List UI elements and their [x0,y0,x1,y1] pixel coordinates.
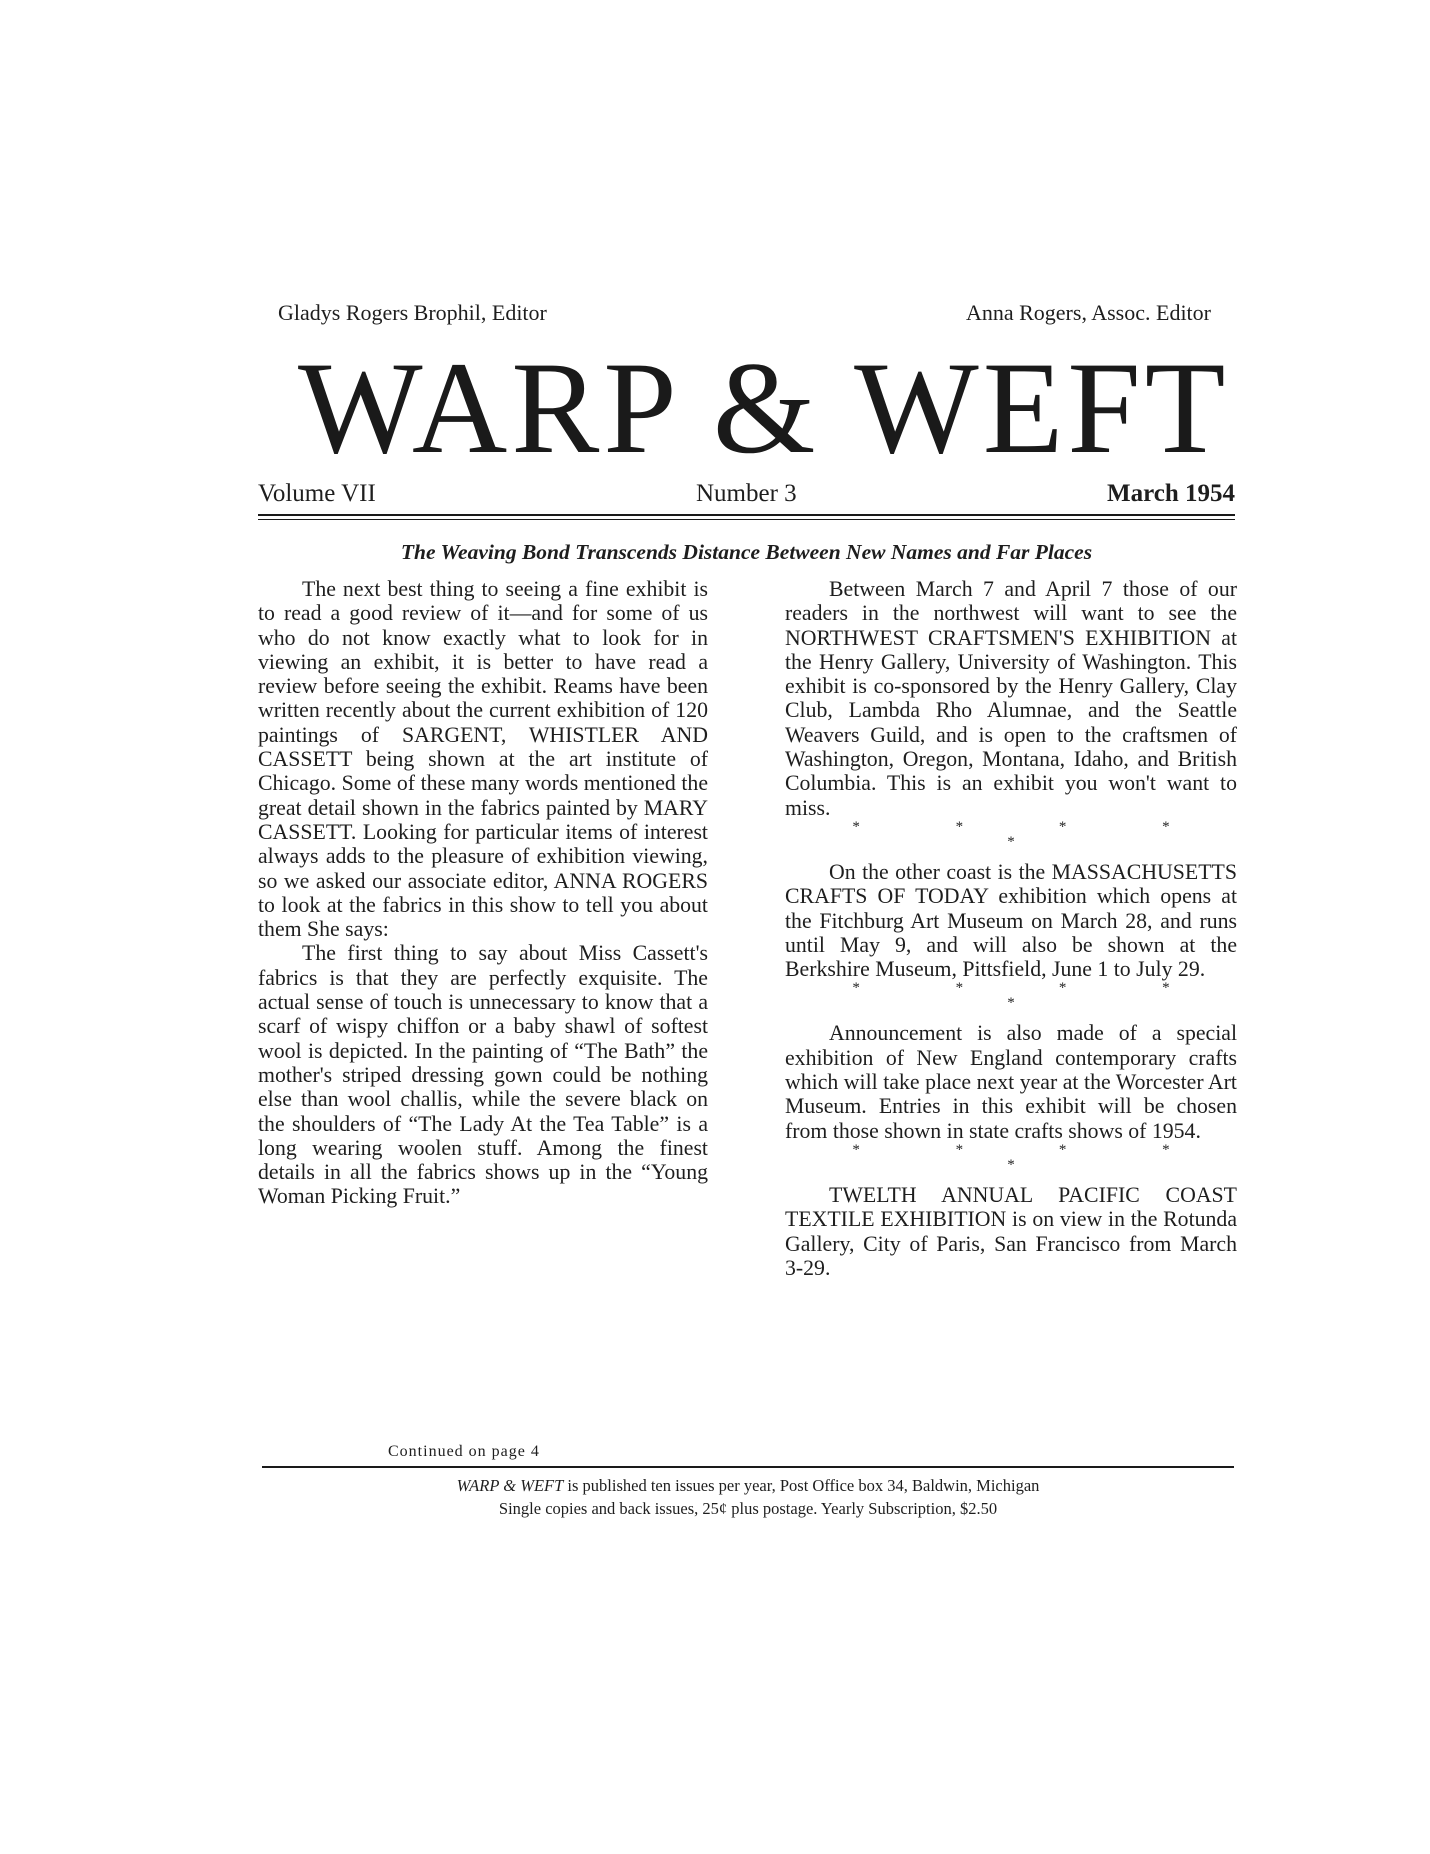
article-paragraph: The next best thing to seeing a fine exhibit is to read a good review of it—and for some of us who do not know exactly what to look for in viewing an exhibit, it is better to have read a review before seeing the exhibit. Reams have been written recently about the current exhibition of 120 paintings of SARGENT, WHISTLER AND CASSETT being shown at the art institute of Chicago. Some of these many words mentioned the great detail shown in the fabrics painted by MARY CASSETT. Looking for particular items of interest always adds to the pleasure of exhibition viewing, so we asked our associate editor, ANNA ROGERS to look at the fabrics in this show to tell you about them She says: [258,577,708,942]
news-item: Between March 7 and April 7 those of our readers in the northwest will want to see the NORTHWEST CRAFTSMEN'S EXHIBITION at the Henry Gallery, University of Washington. This exhibit is co-sponsored by the Henry Gallery, Clay Club, Lambda Rho Alumnae, and the Seattle Weavers Guild, and is open to the craftsmen of Washington, Oregon, Montana, Idaho, and British Columbia. This is an exhibit you won't want to miss. [785,577,1237,820]
editor-credits [278,300,1211,330]
footer-line-1 [262,1474,1234,1497]
volume-label: Volume VII [258,480,376,507]
article-paragraph: The first thing to say about Miss Cassett's fabrics is that they are perfectly exquisite. The actual sense of touch is unnecessary to know that a scarf of wispy chiffon or a baby shawl of softest wool is depicted. In the painting of “The Bath” the mother's striped dressing gown could be nothing else than wool challis, while the severe black on the shoulders of “The Lady At the Tea Table” is a long wearing woolen stuff. Among the finest details in all the fabrics shows up in the “Young Woman Picking Fruit.” [258,941,708,1209]
masthead-rule-bottom [258,519,1235,520]
news-item: Announcement is also made of a special exhibition of New England contemporary crafts which will take place next year at the Worcester Art Museum. Entries in this exhibit will be chosen from those shown in state crafts shows of 1954. [785,1021,1237,1143]
footer-publication-name: WARP & WEFT [456,1476,564,1495]
publication-footer [262,1474,1234,1520]
asterisk-separator: * * * * * [852,980,1216,1012]
asterisk-separator: * * * * * [852,818,1216,850]
issue-info-line [258,480,1235,514]
asterisk-separator: * * * * * [852,1141,1216,1173]
news-item: TWELTH ANNUAL PACIFIC COAST TEXTILE EXHIBITION is on view in the Rotunda Gallery, City of Paris, San Francisco from March 3-29. [785,1182,1237,1280]
number-label: Number 3 [696,480,797,507]
continued-note: Continued on page 4 [388,1443,540,1460]
assoc-editor-name: Anna Rogers, Assoc. Editor [965,300,1211,325]
editor-name: Gladys Rogers Brophil, Editor [278,300,547,325]
footer-publication-info: is published ten issues per year, Post Office box 34, Baldwin, Michigan [563,1476,1040,1495]
issue-date: March 1954 [1107,480,1235,507]
left-column [258,577,708,1209]
masthead-title: WARP & WEFT [298,334,1230,481]
masthead-rule-top [258,514,1235,516]
right-column [785,577,1237,1280]
article-headline: The Weaving Bond Transcends Distance Between New Names and Far Places [400,540,1093,564]
footer-rule [262,1466,1234,1468]
news-item: On the other coast is the MASSACHUSETTS CRAFTS OF TODAY exhibition which opens at the Fitchburg Art Museum on March 28, and runs until May 9, and will also be shown at the Berkshire Museum, Pittsfield, June 1 to July 29. [785,859,1237,982]
footer-line-2: Single copies and back issues, 25¢ plus postage. Yearly Subscription, $2.50 [498,1499,998,1518]
